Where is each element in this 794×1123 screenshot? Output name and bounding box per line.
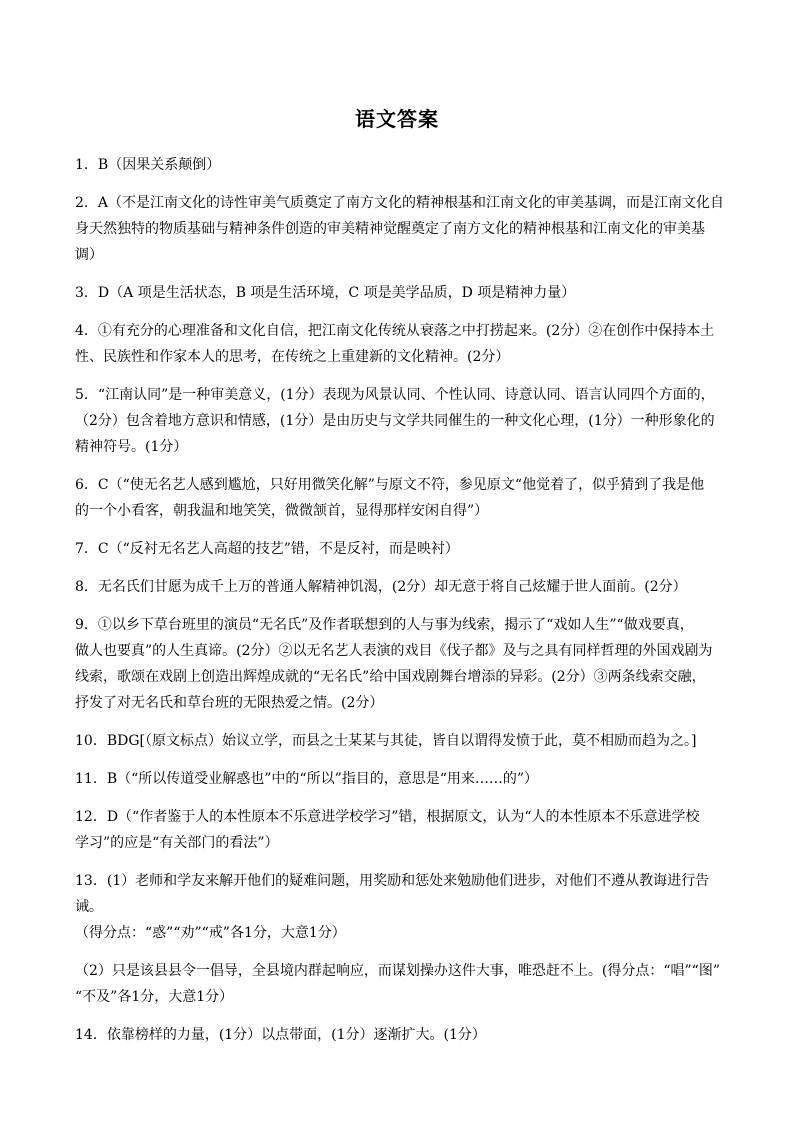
answer-item-6: 6．C（“使无名艺人感到尴尬，只好用微笑化解”与原文不符，参见原文“他觉着了，似乎猜到了我是他 的一个小看客，朝我温和地笑笑，微微颔首，显得那样安闲自得”） <box>75 477 705 519</box>
answer-item-14: 14．依靠榜样的力量，(1分）以点带面，(1分）逐渐扩大。(1分） <box>75 1027 486 1043</box>
answer-item-7: 7．C（“反衬无名艺人高超的技艺”错，不是反衬，而是映衬） <box>75 541 459 557</box>
answer-item-8: 8．无名氏们甘愿为成千上万的普通人解精神饥渴，(2分）却无意于将自己炫耀于世人面前。(2分） <box>75 579 687 595</box>
answer-item-13-part-1: 13．(1）老师和学友来解开他们的疑难问题，用奖励和惩处来勉励他们进步，对他们不遵从教诲进行告诫。 （得分点：“惑”“劝”“戒”各1分，大意1分） <box>75 873 710 941</box>
answer-item-4: 4．①有充分的心理准备和文化自信，把江南文化传统从衰落之中打捞起来。(2分）②在创作中保持本土 性、民族性和作家本人的思考，在传统之上重建新的文化精神。(2分） <box>75 323 715 365</box>
answer-item-5: 5．“江南认同”是一种审美意义，(1分）表现为风景认同、个性认同、诗意认同、语言认同四个方面的， （2分）包含着地方意识和情感，(1分）是由历史与文学共同催生的一种文化心理，(1分）一种形象化的 精神符号。(1分） <box>75 387 715 455</box>
answer-item-13-part-2: （2）只是该县县令一倡导，全县境内群起响应，而谋划操办这件大事，唯恐赶不上。(得分点：“唱”“图” “不及”各1分，大意1分） <box>75 963 720 1005</box>
page-title: 语文答案 <box>355 107 439 131</box>
answer-item-1: 1．B（因果关系颠倒） <box>75 157 221 173</box>
answer-list <box>75 152 725 1060</box>
answer-item-2: 2．A（不是江南文化的诗性审美气质奠定了南方文化的精神根基和江南文化的审美基调，而是江南文化自 身天然独特的物质基础与精神条件创造的审美精神觉醒奠定了南方文化的精神根基和江南文化的审美基 调） <box>75 195 725 263</box>
answer-item-11: 11．B（“所以传道受业解惑也”中的“所以”指目的，意思是“用来……的”） <box>75 771 539 787</box>
answer-item-12: 12．D（“作者鉴于人的本性原本不乐意进学校学习”错，根据原文，认为“人的本性原本不乐意进学校 学习”的应是“有关部门的看法”） <box>75 809 700 851</box>
answer-item-10: 10．BDG[（原文标点）始议立学，而县之士某某与其徒，皆自以谓得发愤于此，莫不相励而趋为之。] <box>75 733 697 749</box>
answer-item-9: 9．①以乡下草台班里的演员“无名氏”及作者联想到的人与事为线索，揭示了“戏如人生”“做戏要真， 做人也要真”的人生真谛。(2分）②以无名艺人表演的戏目《伐子都》及与之具有同样哲理的外国戏剧为 线索，歌颂在戏剧上创造出辉煌成就的“无名氏”给中国戏剧舞台增添的异彩。(2分）③两条线索交融， 抒发了对无名氏和草台班的无限热爱之情。(2分） <box>75 617 713 711</box>
answer-item-3: 3．D（A 项是生活状态，B 项是生活环境，C 项是美学品质，D 项是精神力量） <box>75 285 576 301</box>
